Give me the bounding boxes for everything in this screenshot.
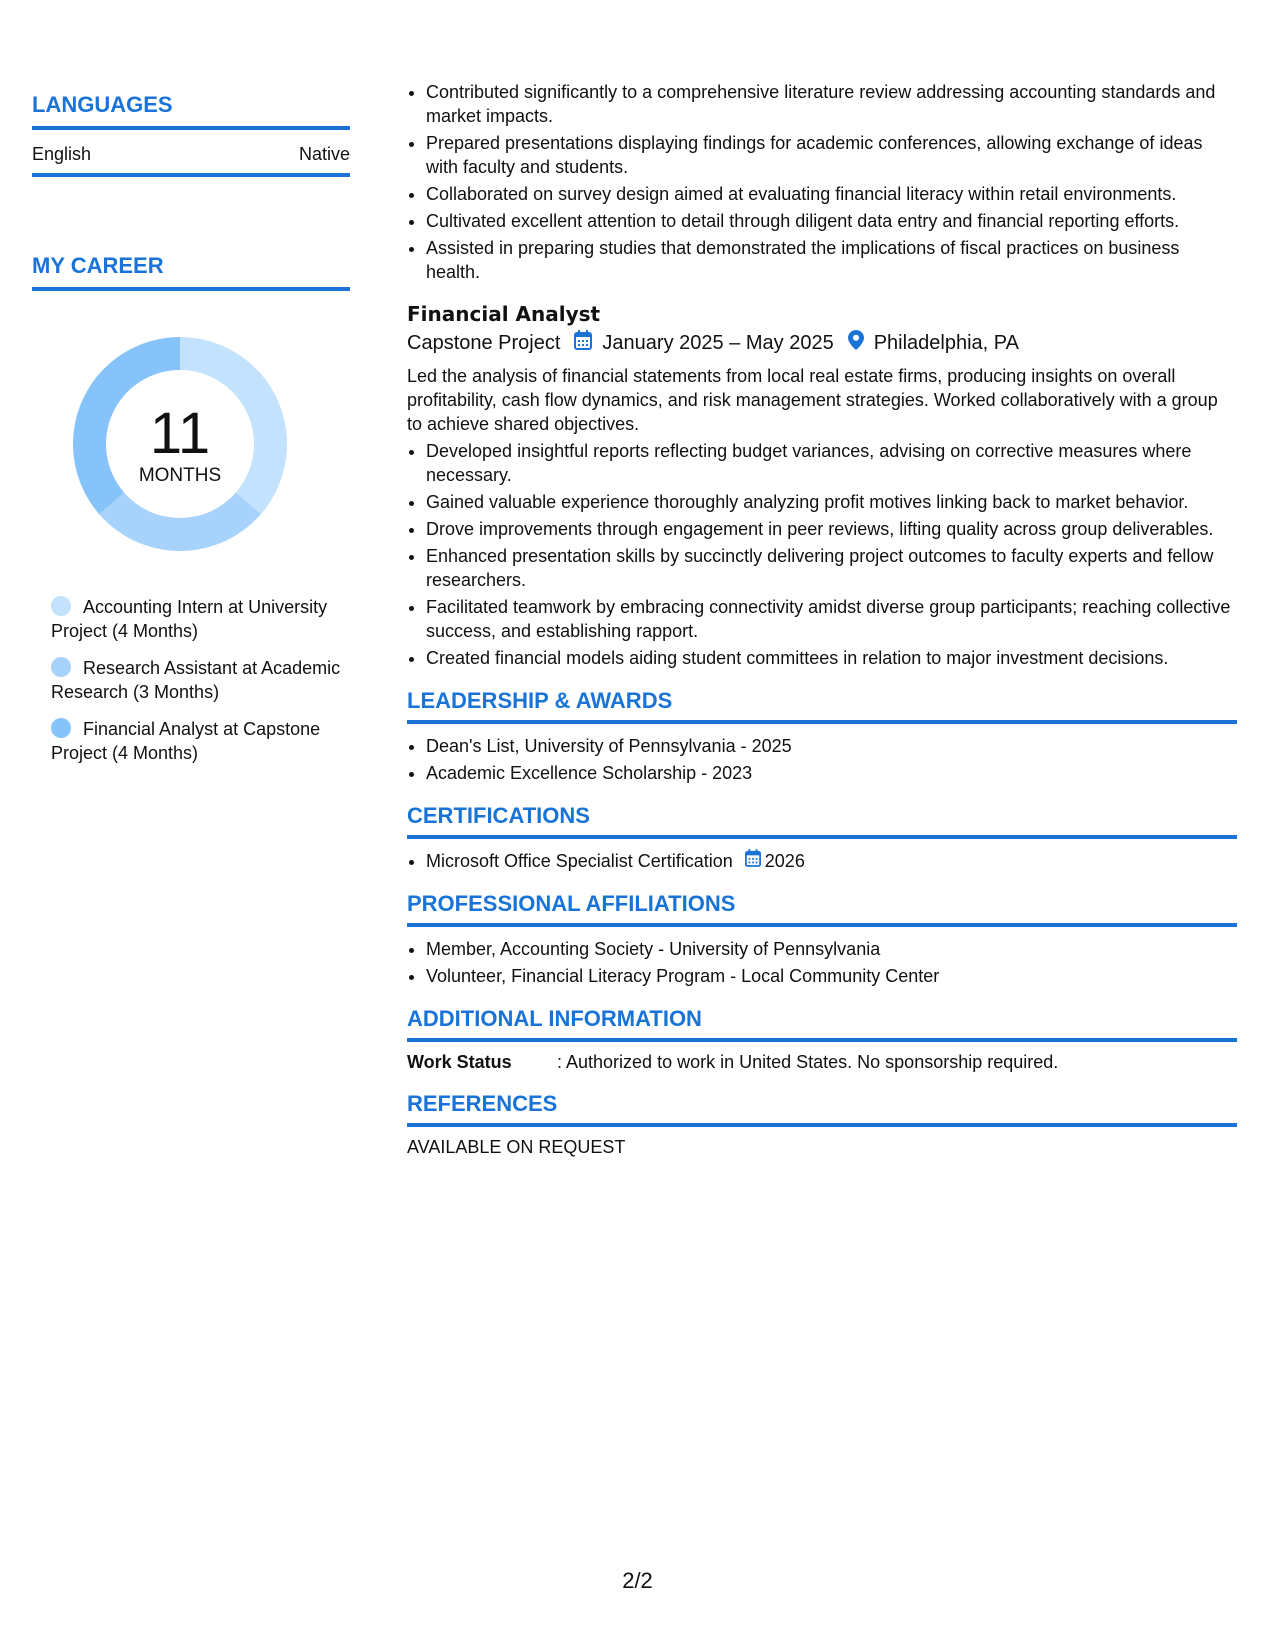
legend-label: Accounting Intern at University Project (4 Months) [51, 597, 328, 641]
legend-item [51, 717, 350, 765]
affiliations-heading: PROFESSIONAL AFFILIATIONS [407, 891, 1237, 927]
list-item: • Prepared presentations displaying findings for academic conferences, allowing exchange of ideas with faculty and students. [426, 131, 1237, 179]
certifications-heading: CERTIFICATIONS [407, 803, 1237, 839]
legend-item [51, 656, 350, 704]
leadership-heading: LEADERSHIP & AWARDS [407, 688, 1237, 724]
leadership-list [407, 734, 1237, 785]
list-item: • Enhanced presentation skills by succinctly delivering project outcomes to faculty experts and fellow researchers. [426, 544, 1237, 592]
list-item: • Drove improvements through engagement in peer reviews, lifting quality across group deliverables. [426, 517, 1237, 541]
language-row [32, 130, 350, 177]
list-item: • Member, Accounting Society - University of Pennsylvania [426, 937, 1237, 961]
job-description: Led the analysis of financial statements from local real estate firms, producing insights on overall profitability, cash flow dynamics, and risk management strategies. Worked collaboratively with a group to achieve shared objectives. [407, 366, 1218, 434]
language-level: Native [298, 144, 350, 164]
cert-line [426, 849, 805, 873]
legend-dot-icon [51, 596, 71, 616]
donut-center [65, 329, 295, 559]
list-item: • Developed insightful reports reflecting budget variances, advising on corrective measures where necessary. [426, 439, 1237, 487]
affiliations-section [407, 891, 1237, 988]
leadership-section [407, 688, 1237, 785]
list-item: • Academic Excellence Scholarship - 2023 [426, 761, 1237, 785]
total-months-number: 11 [149, 401, 211, 466]
references-section [407, 1091, 1237, 1158]
references-text: AVAILABLE ON REQUEST [407, 1137, 626, 1157]
previous-job-bullets [407, 80, 1237, 284]
cert-year: 2026 [764, 851, 805, 871]
additional-section [407, 1006, 1237, 1073]
affiliations-list [407, 937, 1237, 988]
certifications-section [407, 803, 1237, 873]
job-location: Philadelphia, PA [873, 331, 1019, 354]
list-item [426, 849, 1237, 873]
career-heading: MY CAREER [32, 253, 350, 291]
legend-label: Financial Analyst at Capstone Project (4 Months) [51, 719, 321, 763]
list-item: • Volunteer, Financial Literacy Program - Local Community Center [426, 964, 1237, 988]
list-item: • Created financial models aiding student committees in relation to major investment decisions. [426, 646, 1237, 670]
languages-heading: LANGUAGES [32, 92, 350, 130]
legend-label: Research Assistant at Academic Research (3 Months) [51, 658, 341, 702]
cert-name: • Microsoft Office Specialist Certification [426, 851, 733, 871]
list-item: • Assisted in preparing studies that demonstrated the implications of fiscal practices on business health. [426, 236, 1237, 284]
job-bullets [407, 439, 1237, 670]
calendar-icon [745, 849, 761, 873]
job-meta [407, 330, 1237, 356]
job-title: Financial Analyst [407, 302, 601, 326]
page-number: 2/2 [622, 1568, 653, 1593]
work-status-label: Work Status [407, 1052, 512, 1072]
legend-item [51, 595, 350, 643]
list-item: • Dean's List, University of Pennsylvania - 2025 [426, 734, 1237, 758]
career-legend [51, 595, 350, 765]
list-item: • Contributed significantly to a comprehensive literature review addressing accounting standards and market impacts. [426, 80, 1237, 128]
list-item: • Facilitated teamwork by embracing connectivity amidst diverse group participants; reaching collective success, and establishing rapport. [426, 595, 1237, 643]
work-status-row [407, 1052, 1237, 1073]
job-dates: January 2025 – May 2025 [602, 331, 834, 354]
legend-dot-icon [51, 718, 71, 738]
references-heading: REFERENCES [407, 1091, 1237, 1127]
career-donut-chart [65, 329, 295, 559]
certifications-list [407, 849, 1237, 873]
work-status-value: : Authorized to work in United States. No sponsorship required. [557, 1052, 1059, 1072]
map-pin-icon [848, 330, 864, 356]
list-item: • Cultivated excellent attention to detail through diligent data entry and financial reporting efforts. [426, 209, 1237, 233]
language-name: English [32, 144, 92, 164]
right-column [407, 80, 1237, 1158]
total-months-unit: MONTHS [138, 465, 222, 486]
additional-heading: ADDITIONAL INFORMATION [407, 1006, 1237, 1042]
legend-dot-icon [51, 657, 71, 677]
job-company: Capstone Project [407, 331, 561, 354]
left-column [32, 92, 350, 778]
list-item: • Gained valuable experience thoroughly analyzing profit motives linking back to market behavior. [426, 490, 1237, 514]
calendar-icon [574, 330, 592, 356]
list-item: • Collaborated on survey design aimed at evaluating financial literacy within retail environments. [426, 182, 1237, 206]
